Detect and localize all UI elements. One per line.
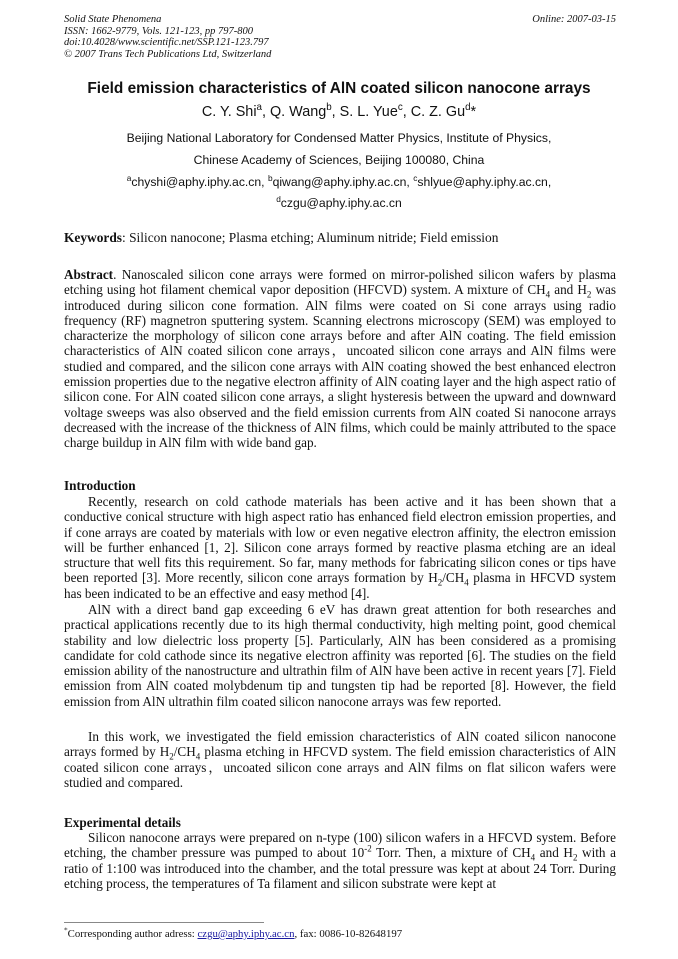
doi-line: doi:10.4028/www.scientific.net/SSP.121-123.797	[64, 37, 269, 49]
copyright-line: © 2007 Trans Tech Publications Ltd, Switzerland	[64, 48, 272, 60]
corresponding-mark: *	[470, 104, 477, 120]
paper-title: Field emission characteristics of AlN coated silicon nanocone arrays	[87, 80, 591, 97]
author-name: S. L. Yue	[339, 104, 398, 120]
author-affil-mark: b	[326, 102, 332, 114]
email-line-1: $^a$chyshi@aphy.iphy.ac.cn, $^b$qiwang@aphy.iphy.ac.cn, $^c$shlyue@aphy.iphy.ac.cn,	[126, 172, 552, 189]
keywords-text: : Silicon nanocone; Plasma etching; Aluminum nitride; Field emission	[122, 230, 499, 245]
introduction-paragraph-1: Recently, research on cold cathode materials has been active and it has been shown that a conductive conical structure with high aspect ratio has enhanced field electron emission properties, and if cone arrays are coated by materials with low or even negative electron affinity, the electron emission will be further enhanced [1, 2]. Silicon cone arrays formed by reactive plasma etching are an ideal structure that well fits this requirement. So far, many methods for fabricating silicon cones or tips have been reported [3]. More recently, silicon cone arrays formation by $H_2/CH_4$ plasma in HFCVD system has been indicated to be an effective and easy method [4].	[64, 494, 616, 601]
author-list: C. Y. Shi$^a$, Q. Wang$^b$, S. L. Yue$^c$, C. Z. Gu$^d$*	[201, 102, 477, 120]
author-name: C. Y. Shi	[201, 104, 257, 120]
experimental-heading: Experimental details	[64, 815, 181, 830]
author-name: C. Z. Gu	[410, 104, 466, 120]
author-name: Q. Wang	[269, 104, 327, 120]
affiliation-line-2: Chinese Academy of Sciences, Beijing 100080, China	[193, 153, 485, 167]
author-affil-mark: c	[397, 102, 403, 114]
email-c: shlyue@aphy.iphy.ac.cn,	[417, 175, 552, 189]
abstract-label: Abstract	[64, 267, 114, 282]
keywords-label: Keywords	[64, 230, 123, 245]
introduction-heading: Introduction	[64, 478, 136, 493]
experimental-paragraph: Silicon nanocone arrays were prepared on n-type (100) silicon wafers in a HFCVD system. Before etching, the chamber pressure was pumped to about $10^{-2}$ Torr. Then, a mixture of $CH_4$ and $H_2$ with a ratio of 1:100 was introduced into the chamber, and the total pressure was kept at about 24 Torr. During etching process, the temperatures of Ta filament and silicon substrate were kept at	[64, 830, 616, 891]
abstract: Abstract. Nanoscaled silicon cone arrays were formed on mirror-polished silicon wafers by plasma etching using hot filament chemical vapor deposition (HFCVD) system. A mixture of $CH_4$ and $H_2$ was introduced during silicon cone formation. AlN films were coated on Si cone arrays using radio frequency (RF) magnetron sputtering system. Scanning electrons microscopy (SEM) was employed to characterize the morphology of silicon cone arrays before and after AlN coating. The field emission characteristics of AlN coated silicon cone arrays，uncoated silicon cone arrays and AlN films were studied and compared, and the silicon cone arrays with AlN coating showed the best enhanced electron emission properties due to the negative electron affinity of AlN coating layer and the high aspect ratio of silicon cone. For AlN coated silicon cone arrays, a slight hysteresis between the upward and downward voltage sweeps was also observed and the field emission currents from AlN coated Si nanocone arrays decreased with the increase of the thickness of AlN films, which could be mainly attributed to the space charge buildup in AlN film with wide band gap.	[64, 267, 616, 451]
introduction-paragraph-3: In this work, we investigated the field emission characteristics of AlN coated silicon nanocone arrays formed by $H_2/CH_4$ plasma etching in HFCVD system. The field emission characteristics of AlN coated silicon cone arrays，uncoated silicon cone arrays and AlN films on flat silicon wafers were studied and compared.	[64, 729, 616, 790]
email-b: qiwang@aphy.iphy.ac.cn,	[272, 175, 414, 189]
email-a: chyshi@aphy.iphy.ac.cn,	[131, 175, 268, 189]
footnote-mark: *	[64, 925, 68, 935]
email-line-2: $^d$czgu@aphy.iphy.ac.cn	[276, 193, 402, 210]
online-date: Online: 2007-03-15	[532, 14, 616, 25]
journal-header	[64, 14, 616, 60]
issn-line: ISSN: 1662-9779, Vols. 121-123, pp 797-800	[64, 25, 253, 37]
email-d: czgu@aphy.iphy.ac.cn	[280, 196, 402, 210]
footnote-divider	[64, 922, 264, 923]
keywords	[64, 230, 616, 246]
corresponding-author-footnote: *Corresponding author adress: czgu@aphy.iphy.ac.cn, fax: 0086-10-82648197	[64, 925, 403, 940]
corresponding-email-link[interactable]: czgu@aphy.iphy.ac.cn	[197, 928, 295, 940]
journal-name: Solid State Phenomena	[64, 14, 162, 25]
author-affil-mark: d	[465, 102, 471, 114]
affiliation-line-1: Beijing National Laboratory for Condensed Matter Physics, Institute of Physics,	[126, 131, 552, 145]
author-affil-mark: a	[256, 102, 262, 114]
introduction-paragraph-2: AlN with a direct band gap exceeding 6 eV has drawn great attention for both researches and practical applications recently due to its high thermal conductivity, high melting point, good chemical stability and low dielectric loss property [5]. Particularly, AlN has been considered as a promising candidate for cold cathode since its negative electron affinity was reported [6]. The studies on the field emission ability of the nanostructure and ultrathin film of AlN have been active in recent years [7]. Field emission from AlN coated molybdenum tip and tungsten tip had be reported [8]. However, the field emission from AlN ultrathin film coated silicon nanocone arrays was few reported.	[64, 602, 616, 709]
